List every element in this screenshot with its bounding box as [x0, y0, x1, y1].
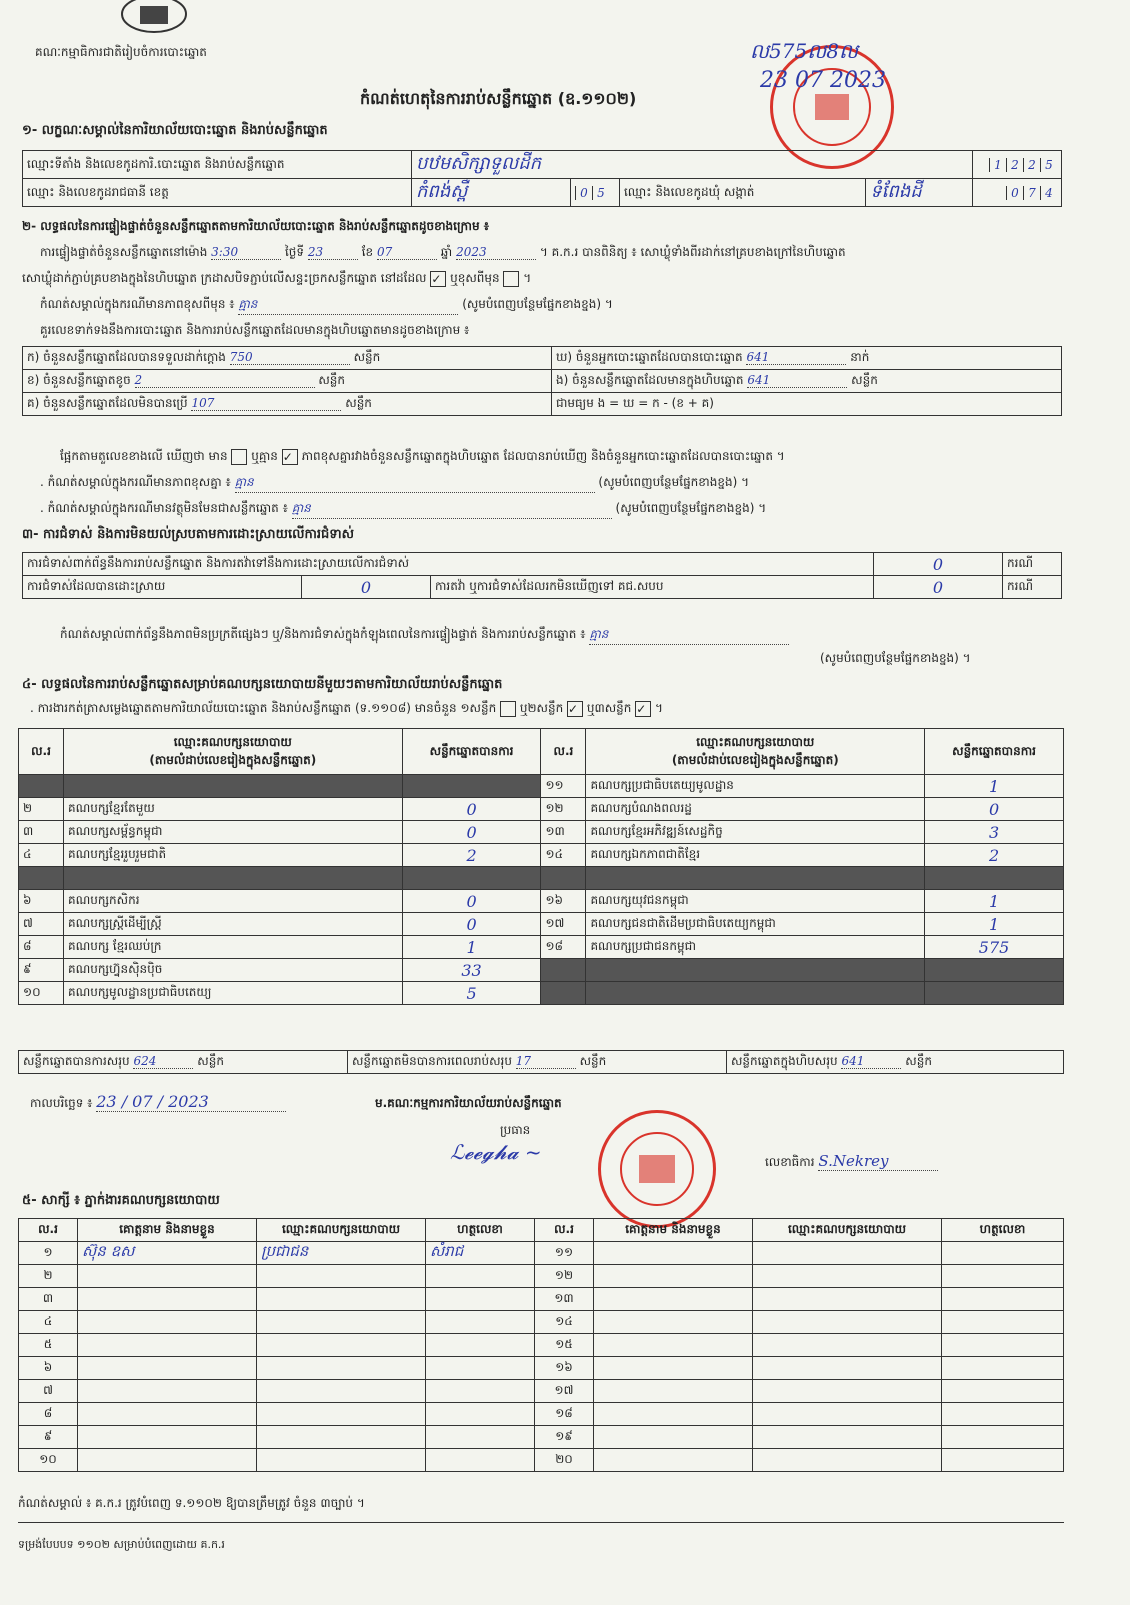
- witness-cell: ១៨: [535, 1403, 594, 1426]
- result-right-votes: 0: [925, 798, 1064, 821]
- witness-cell: [942, 1403, 1064, 1426]
- result-right-no: ១៣: [541, 821, 586, 844]
- result-row: [19, 890, 1064, 913]
- result-right-votes: 575: [925, 936, 1064, 959]
- witness-cell: [942, 1311, 1064, 1334]
- witness-cell: [594, 1403, 753, 1426]
- result-left-no: ១០: [19, 982, 64, 1005]
- chair-label: ប្រធាន: [500, 1123, 531, 1137]
- result-left-name: គណបក្សកសិករ: [63, 890, 402, 913]
- result-left-no: ៨: [19, 936, 64, 959]
- result-right-name: គណបក្សប្រជាជនកម្ពុជា: [586, 936, 925, 959]
- result-right-name: គណបក្សបំណងពលរដ្ឋ: [586, 798, 925, 821]
- witness-cell: [257, 1334, 426, 1357]
- result-left-name: គណបក្សខ្មែររួបរួមជាតិ: [63, 844, 402, 867]
- witness-cell: ១០: [19, 1449, 78, 1472]
- result-left-name: គណបក្សស្ត្រីដើម្បីស្ត្រី: [63, 913, 402, 936]
- witness-cell: [426, 1357, 535, 1380]
- result-right-name: គណបក្សយុវជនកម្ពុជា: [586, 890, 925, 913]
- result-right-votes: [925, 959, 1064, 982]
- org-name: គណៈកម្មាធិការជាតិរៀបចំការបោះឆ្នោត: [35, 45, 207, 59]
- result-right-name: គណបក្សឯកភាពជាតិខ្មែរ: [586, 844, 925, 867]
- witness-cell: [753, 1311, 942, 1334]
- witness-cell: ប្រជាជន: [257, 1242, 426, 1265]
- result-row: [19, 913, 1064, 936]
- section-2-heading: ២- លទ្ធផលនៃការផ្ទៀងផ្ទាត់ចំនួនសន្លឹកឆ្នោតតាមការិយាល័យបោះឆ្នោត និងរាប់សន្លឹកឆ្នោតដូចខាងក្រោម ៖: [22, 219, 490, 233]
- result-right-name: [586, 982, 925, 1005]
- result-row: [19, 821, 1064, 844]
- result-right-votes: [925, 867, 1064, 890]
- witness-cell: [78, 1288, 257, 1311]
- result-left-votes: 2: [402, 844, 541, 867]
- witness-cell: [426, 1426, 535, 1449]
- handwritten-id: ល575ល8ល: [750, 39, 859, 63]
- witness-cell: [257, 1449, 426, 1472]
- witness-table: ល.រ គោត្តនាម និងនាមខ្លួន ឈ្មោះគណបក្សនយោបាយ ហត្ថលេខា ល.រ គោត្តនាម និងនាមខ្លួន ឈ្មោះគណបក្សនយោបាយ ហត្ថលេខា ១ ស៊ុន ឧស ប្រជាជន សំរាជ ១១ ២ ១២ ៣ ១៣ ៤ ១៤ ៥ ១៥ ៦ ១៦ ៧ ១៧ ៨ ១៨ ៩ ១៩ ១០ ២០: [18, 1218, 1064, 1472]
- witness-cell: [942, 1449, 1064, 1472]
- witness-cell: [594, 1426, 753, 1449]
- result-right-votes: [925, 982, 1064, 1005]
- station-table: [22, 150, 1062, 207]
- result-left-no: ៩: [19, 959, 64, 982]
- result-left-no: [19, 775, 64, 798]
- result-left-no: ៦: [19, 890, 64, 913]
- station-label: ឈ្មោះទីតាំង និងលេខកូដការិ.បោះឆ្នោត និងរាប់សន្លឹកឆ្នោត: [23, 151, 412, 179]
- witness-cell: [78, 1426, 257, 1449]
- footer-note: កំណត់សម្គាល់ ៖ គ.ក.រ ត្រូវបំពេញ ទ.១១០២ ឱ្យបានត្រឹមត្រូវ ចំនួន ៣ច្បាប់ ។: [18, 1496, 365, 1510]
- witness-cell: ស៊ុន ឧស: [78, 1242, 257, 1265]
- witness-cell: [257, 1403, 426, 1426]
- witness-cell: [257, 1357, 426, 1380]
- section-4-heading: ៤- លទ្ធផលនៃការរាប់សន្លឹកឆ្នោតសម្រាប់គណបក្សនយោបាយនីមួយៗតាមការិយាល័យរាប់សន្លឹកឆ្នោត: [22, 677, 503, 692]
- result-right-no: ១៤: [541, 844, 586, 867]
- result-left-name: គណបក្សខ្មែរតែមួយ: [63, 798, 402, 821]
- section-3-heading: ៣- ការជំទាស់ និងការមិនយល់ស្របតាមការដោះស្រាយលើការជំទាស់: [22, 527, 354, 542]
- witness-cell: [257, 1311, 426, 1334]
- witness-cell: [426, 1265, 535, 1288]
- date-line: កាលបរិច្ឆេទ ៖ 23 / 07 / 2023: [30, 1092, 286, 1113]
- witness-cell: [78, 1265, 257, 1288]
- witness-cell: [594, 1242, 753, 1265]
- three-sheet-checkbox[interactable]: ✓: [635, 701, 651, 717]
- result-right-no: [541, 867, 586, 890]
- official-stamp-bottom: [598, 1110, 716, 1228]
- witness-cell: [426, 1403, 535, 1426]
- result-row: [19, 959, 1064, 982]
- station-value: បឋមសិក្សាទួលដីក: [412, 151, 973, 179]
- commune-code: 0 7 4: [973, 179, 1062, 207]
- objection-table: ការជំទាស់ពាក់ព័ន្ធនឹងការរាប់សន្លឹកឆ្នោត និងការតវ៉ាទៅនឹងការដោះស្រាយលើការជំទាស់ 0 ករណី ការជំទាស់ដែលបានដោះស្រាយ 0 ការតវ៉ា ឬការជំទាស់ដែលរកមិនឃើញទៅ គជ.សបប 0 ករណី: [22, 552, 1062, 599]
- result-right-name: គណបក្សខ្មែរអភិវឌ្ឍន៍សេដ្ឋកិច្ច: [586, 821, 925, 844]
- result-left-no: [19, 867, 64, 890]
- witness-row: [19, 1334, 1064, 1357]
- result-left-name: [63, 775, 402, 798]
- form-code: ទម្រង់បែបបទ ១១០២ សម្រាប់បំពេញដោយ គ.ក.រ: [18, 1538, 225, 1551]
- note2-line: . កំណត់សម្គាល់ក្នុងករណីមានវត្ថុមិនមែនជាសន្លឹកឆ្នោត ៖ គ្មាន (សូមបំពេញបន្ថែមផ្នែកខាងខ្នង) ។: [40, 500, 766, 519]
- witness-cell: ២: [19, 1265, 78, 1288]
- witness-cell: [426, 1449, 535, 1472]
- result-right-votes: 1: [925, 890, 1064, 913]
- secretary-line: លេខាធិការ S.Nekrey: [765, 1152, 938, 1172]
- note1-line: . កំណត់សម្គាល់ក្នុងករណីមានភាពខុសគ្នា ៖ គ្មាន (សូមបំពេញបន្ថែមផ្នែកខាងខ្នង) ។: [40, 474, 749, 493]
- has-diff-checkbox[interactable]: [231, 449, 247, 465]
- witness-row: [19, 1288, 1064, 1311]
- witness-cell: [257, 1380, 426, 1403]
- witness-cell: ១៦: [535, 1357, 594, 1380]
- seal-line: សោឃ្លុំដាក់ភ្ជាប់គ្របខាងក្នុងនៃហិបឆ្នោត ក្រដាសបិទភ្ជាប់លើសន្ទះច្រកសន្លឹកឆ្នោត នៅដដែល ✓ ឬខុសពីមុន ។: [22, 271, 532, 286]
- result-right-votes: 3: [925, 821, 1064, 844]
- totals-table: សន្លឹកឆ្នោតបានការសរុប 624 សន្លឹក សន្លឹកឆ្នោតមិនបានការពេលរាប់សរុប 17 សន្លឹក សន្លឹកឆ្នោតក្នុងហិបសរុប 641 សន្លឹក: [18, 1050, 1064, 1074]
- witness-cell: [753, 1334, 942, 1357]
- witness-cell: ៨: [19, 1403, 78, 1426]
- witness-row: [19, 1403, 1064, 1426]
- result-left-votes: 0: [402, 913, 541, 936]
- witness-cell: [594, 1311, 753, 1334]
- witness-cell: [257, 1426, 426, 1449]
- station-code: 1 2 2 5: [973, 151, 1062, 179]
- witness-cell: [753, 1357, 942, 1380]
- result-left-votes: 0: [402, 890, 541, 913]
- result-left-votes: 1: [402, 936, 541, 959]
- objection-note-tail: (សូមបំពេញបន្ថែមផ្នែកខាងខ្នង) ។: [820, 651, 971, 665]
- commune-label: ឈ្មោះ និងលេខកូដឃុំ សង្កាត់: [620, 179, 866, 207]
- witness-cell: [426, 1334, 535, 1357]
- witness-cell: ១១: [535, 1242, 594, 1265]
- one-sheet-checkbox[interactable]: [500, 701, 516, 717]
- sheet-count-line: . ការងារកត់ត្រាសម្លេងឆ្នោតតាមការិយាល័យបោះឆ្នោត និងរាប់សន្លឹកឆ្នោត (ទ.១១០៨) មានចំនួន ១សន្លឹក ឬ២សន្លឹក ✓ ឬ៣សន្លឹក ✓ ។: [30, 701, 663, 716]
- same-checkbox[interactable]: ✓: [430, 271, 446, 287]
- witness-cell: [942, 1334, 1064, 1357]
- no-diff-checkbox[interactable]: ✓: [282, 449, 298, 465]
- witness-cell: ១: [19, 1242, 78, 1265]
- result-right-no: [541, 982, 586, 1005]
- result-left-name: គណបក្សមូលដ្ឋានប្រជាធិបតេយ្យ: [63, 982, 402, 1005]
- witness-row: [19, 1242, 1064, 1265]
- witness-cell: [942, 1357, 1064, 1380]
- chair-signature: ℒ𝓮𝓮𝓰𝓱𝓪 ~: [450, 1140, 542, 1164]
- witness-cell: [594, 1288, 753, 1311]
- result-left-votes: 33: [402, 959, 541, 982]
- witness-cell: ៧: [19, 1380, 78, 1403]
- page-title: កំណត់ហេតុនៃការរាប់សន្លឹកឆ្នោត (ឧ.១១០២): [360, 89, 637, 108]
- witness-cell: ១២: [535, 1265, 594, 1288]
- witness-cell: [78, 1449, 257, 1472]
- result-row: [19, 936, 1064, 959]
- witness-cell: [942, 1380, 1064, 1403]
- result-right-name: គណបក្សប្រជាធិបតេយ្យមូលដ្ឋាន: [586, 775, 925, 798]
- result-left-no: ២: [19, 798, 64, 821]
- two-sheet-checkbox[interactable]: ✓: [567, 701, 583, 717]
- result-right-votes: 2: [925, 844, 1064, 867]
- witness-cell: [753, 1288, 942, 1311]
- witness-row: [19, 1449, 1064, 1472]
- witness-cell: [257, 1288, 426, 1311]
- objection-note: កំណត់សម្គាល់ពាក់ព័ន្ធនឹងភាពមិនប្រក្រតីផ្សេងៗ ឬ/និងការជំទាស់ក្នុងកំឡុងពេលនៃការផ្ទៀងផ្ទាត់ និងការរាប់សន្លឹកឆ្នោត ៖ គ្មាន: [60, 626, 789, 645]
- result-left-name: [63, 867, 402, 890]
- result-row: [19, 867, 1064, 890]
- witness-cell: ១៩: [535, 1426, 594, 1449]
- province-label: ឈ្មោះ និងលេខកូដរាជធានី ខេត្ត: [23, 179, 412, 207]
- witness-cell: ៩: [19, 1426, 78, 1449]
- result-row: [19, 982, 1064, 1005]
- result-left-votes: 0: [402, 821, 541, 844]
- province-code: 0 5: [571, 179, 620, 207]
- committee-label: ម.គណៈកម្មការការិយាល័យរាប់សន្លឹកឆ្នោត: [375, 1096, 562, 1110]
- witness-row: [19, 1380, 1064, 1403]
- witness-cell: ១៤: [535, 1311, 594, 1334]
- witness-cell: ៦: [19, 1357, 78, 1380]
- result-right-name: គណបក្សជនជាតិដើមប្រជាធិបតេយ្យកម្ពុជា: [586, 913, 925, 936]
- witness-cell: [426, 1311, 535, 1334]
- witness-cell: [942, 1242, 1064, 1265]
- result-left-votes: [402, 775, 541, 798]
- results-table: ល.រ ឈ្មោះគណបក្សនយោបាយ (តាមលំដាប់លេខរៀងក្នុងសន្លឹកឆ្នោត) សន្លឹកឆ្នោតបានការ ល.រ ឈ្មោះគណបក្សនយោបាយ (តាមលំដាប់លេខរៀងក្នុងសន្លឹកឆ្នោត) សន្លឹកឆ្នោតបានការ ១១ គណបក្សប្រជាធិបតេយ្យមូលដ្ឋាន 1 ២ គណបក្សខ្មែរតែមួយ 0 ១២ គណបក្សបំណងពលរដ្ឋ 0 ៣ គណបក្សសម្ព័ន្ធកម្ពុជា 0 ១៣ គណបក្សខ្មែរអភិវឌ្ឍន៍សេដ្ឋកិច្ច 3 ៤ គណបក្សខ្មែររួបរួមជាតិ 2 ១៤ គណបក្សឯកភាពជាតិខ្មែរ 2 ៦ គណបក្សកសិករ 0 ១៦ គណបក្សយុវជនកម្ពុជា 1 ៧ គណបក្សស្ត្រីដើម្បីស្ត្រី 0 ១៧ គណបក្សជនជាតិដើមប្រជាធិបតេយ្យកម្ពុជា 1 ៨ គណបក្ស ខ្មែរឈប់ក្រ 1 ១៨ គណបក្សប្រជាជនកម្ពុជា 575 ៩ គណបក្សហ្វ៊ុនស៊ិនប៉ិច 33 ១០ គណបក្សមូលដ្ឋានប្រជាធិបតេយ្យ 5: [18, 728, 1064, 1005]
- witness-cell: [753, 1380, 942, 1403]
- witness-cell: [78, 1311, 257, 1334]
- witness-cell: [426, 1380, 535, 1403]
- result-left-no: ៣: [19, 821, 64, 844]
- figures-table: ក) ចំនួនសន្លឹកឆ្នោតដែលបានទទួលដាក់ក្តោង 750 សន្លឹក ឃ) ចំនួនអ្នកបោះឆ្នោតដែលបានបោះឆ្នោត 641 នាក់ ខ) ចំនួនសន្លឹកឆ្នោតខូច 2 សន្លឹក ង) ចំនួនសន្លឹកឆ្នោតដែលមានក្នុងហិបឆ្នោត 641 សន្លឹក គ) ចំនួនសន្លឹកឆ្នោតដែលមិនបានប្រើ 107 សន្លឹក ជាមធ្យម ង = ឃ = ក - (ខ + គ): [22, 346, 1062, 416]
- witness-cell: [753, 1426, 942, 1449]
- witness-cell: [78, 1334, 257, 1357]
- witness-cell: ៤: [19, 1311, 78, 1334]
- witness-cell: [78, 1403, 257, 1426]
- section-1-heading: ១- លក្ខណៈសម្គាល់នៃការិយាល័យបោះឆ្នោត និងរាប់សន្លឹកឆ្នោត: [22, 123, 328, 138]
- province-value: កំពង់ស្ពឺ: [412, 179, 571, 207]
- witness-cell: ១៥: [535, 1334, 594, 1357]
- witness-cell: [594, 1449, 753, 1472]
- result-row: [19, 775, 1064, 798]
- result-right-no: ១៧: [541, 913, 586, 936]
- emblem-icon: [118, 0, 190, 36]
- different-checkbox[interactable]: [503, 271, 519, 287]
- result-right-no: [541, 959, 586, 982]
- witness-cell: [753, 1242, 942, 1265]
- witness-cell: ១៣: [535, 1288, 594, 1311]
- witness-cell: [753, 1449, 942, 1472]
- verify-line: ការផ្ទៀងផ្ទាត់ចំនួនសន្លឹកឆ្នោតនៅម៉ោង 3:30 ថ្ងៃទី 23 ខែ 07 ឆ្នាំ 2023 ។ គ.ក.រ បានពិនិត្យ ៖ សោឃ្លុំទាំងពីរដាក់នៅគ្របខាងក្រៅនៃហិបឆ្នោត: [40, 245, 846, 259]
- footer-divider: [18, 1522, 1064, 1523]
- result-right-votes: 1: [925, 913, 1064, 936]
- result-right-no: ១៦: [541, 890, 586, 913]
- diff-note-line: កំណត់សម្គាល់ក្នុងករណីមានភាពខុសពីមុន ៖ គ្មាន (សូមបំពេញបន្ថែមផ្នែកខាងខ្នង) ។: [40, 296, 613, 315]
- witness-row: [19, 1265, 1064, 1288]
- witness-row: [19, 1357, 1064, 1380]
- result-right-votes: 1: [925, 775, 1064, 798]
- diff-line: ផ្អែកតាមតួលេខខាងលើ ឃើញថា មាន ឬគ្មាន ✓ ភាពខុសគ្នារវាងចំនួនសន្លឹកឆ្នោតក្នុងហិបឆ្នោត ដែលបានរាប់ឃើញ និងចំនួនអ្នកបោះឆ្នោតដែលបានបោះឆ្នោត ។: [60, 449, 785, 464]
- witness-cell: [942, 1288, 1064, 1311]
- witness-row: [19, 1311, 1064, 1334]
- result-left-name: គណបក្ស ខ្មែរឈប់ក្រ: [63, 936, 402, 959]
- witness-cell: ១៧: [535, 1380, 594, 1403]
- section-5-heading: ៥- សាក្សី ៖ ភ្នាក់ងារគណបក្សនយោបាយ: [22, 1193, 220, 1208]
- witness-cell: ២០: [535, 1449, 594, 1472]
- result-left-no: ៤: [19, 844, 64, 867]
- witness-cell: [753, 1265, 942, 1288]
- result-left-name: គណបក្សសម្ព័ន្ធកម្ពុជា: [63, 821, 402, 844]
- witness-cell: សំរាជ: [426, 1242, 535, 1265]
- result-right-no: ១៨: [541, 936, 586, 959]
- result-right-no: ១២: [541, 798, 586, 821]
- result-right-no: ១១: [541, 775, 586, 798]
- commune-value: ទំពែងដី: [866, 179, 973, 207]
- witness-row: [19, 1426, 1064, 1449]
- result-row: [19, 798, 1064, 821]
- witness-cell: [78, 1357, 257, 1380]
- witness-cell: [78, 1380, 257, 1403]
- result-right-name: [586, 959, 925, 982]
- figures-intro: គួរលេខទាក់ទងនឹងការបោះឆ្នោត និងការរាប់សន្លឹកឆ្នោតដែលមានក្នុងហិបឆ្នោតមានដូចខាងក្រោម ៖: [40, 323, 470, 337]
- result-row: [19, 844, 1064, 867]
- witness-cell: [594, 1380, 753, 1403]
- witness-cell: [426, 1288, 535, 1311]
- witness-cell: [942, 1426, 1064, 1449]
- witness-cell: [594, 1265, 753, 1288]
- witness-cell: [942, 1265, 1064, 1288]
- result-left-name: គណបក្សហ្វ៊ុនស៊ិនប៉ិច: [63, 959, 402, 982]
- witness-cell: [594, 1357, 753, 1380]
- handwritten-stamp-date: 23 07 2023: [760, 68, 886, 93]
- result-left-no: ៧: [19, 913, 64, 936]
- result-right-name: [586, 867, 925, 890]
- witness-cell: [257, 1265, 426, 1288]
- witness-cell: ៥: [19, 1334, 78, 1357]
- result-left-votes: 5: [402, 982, 541, 1005]
- witness-cell: [753, 1403, 942, 1426]
- witness-cell: ៣: [19, 1288, 78, 1311]
- result-left-votes: 0: [402, 798, 541, 821]
- result-left-votes: [402, 867, 541, 890]
- witness-cell: [594, 1334, 753, 1357]
